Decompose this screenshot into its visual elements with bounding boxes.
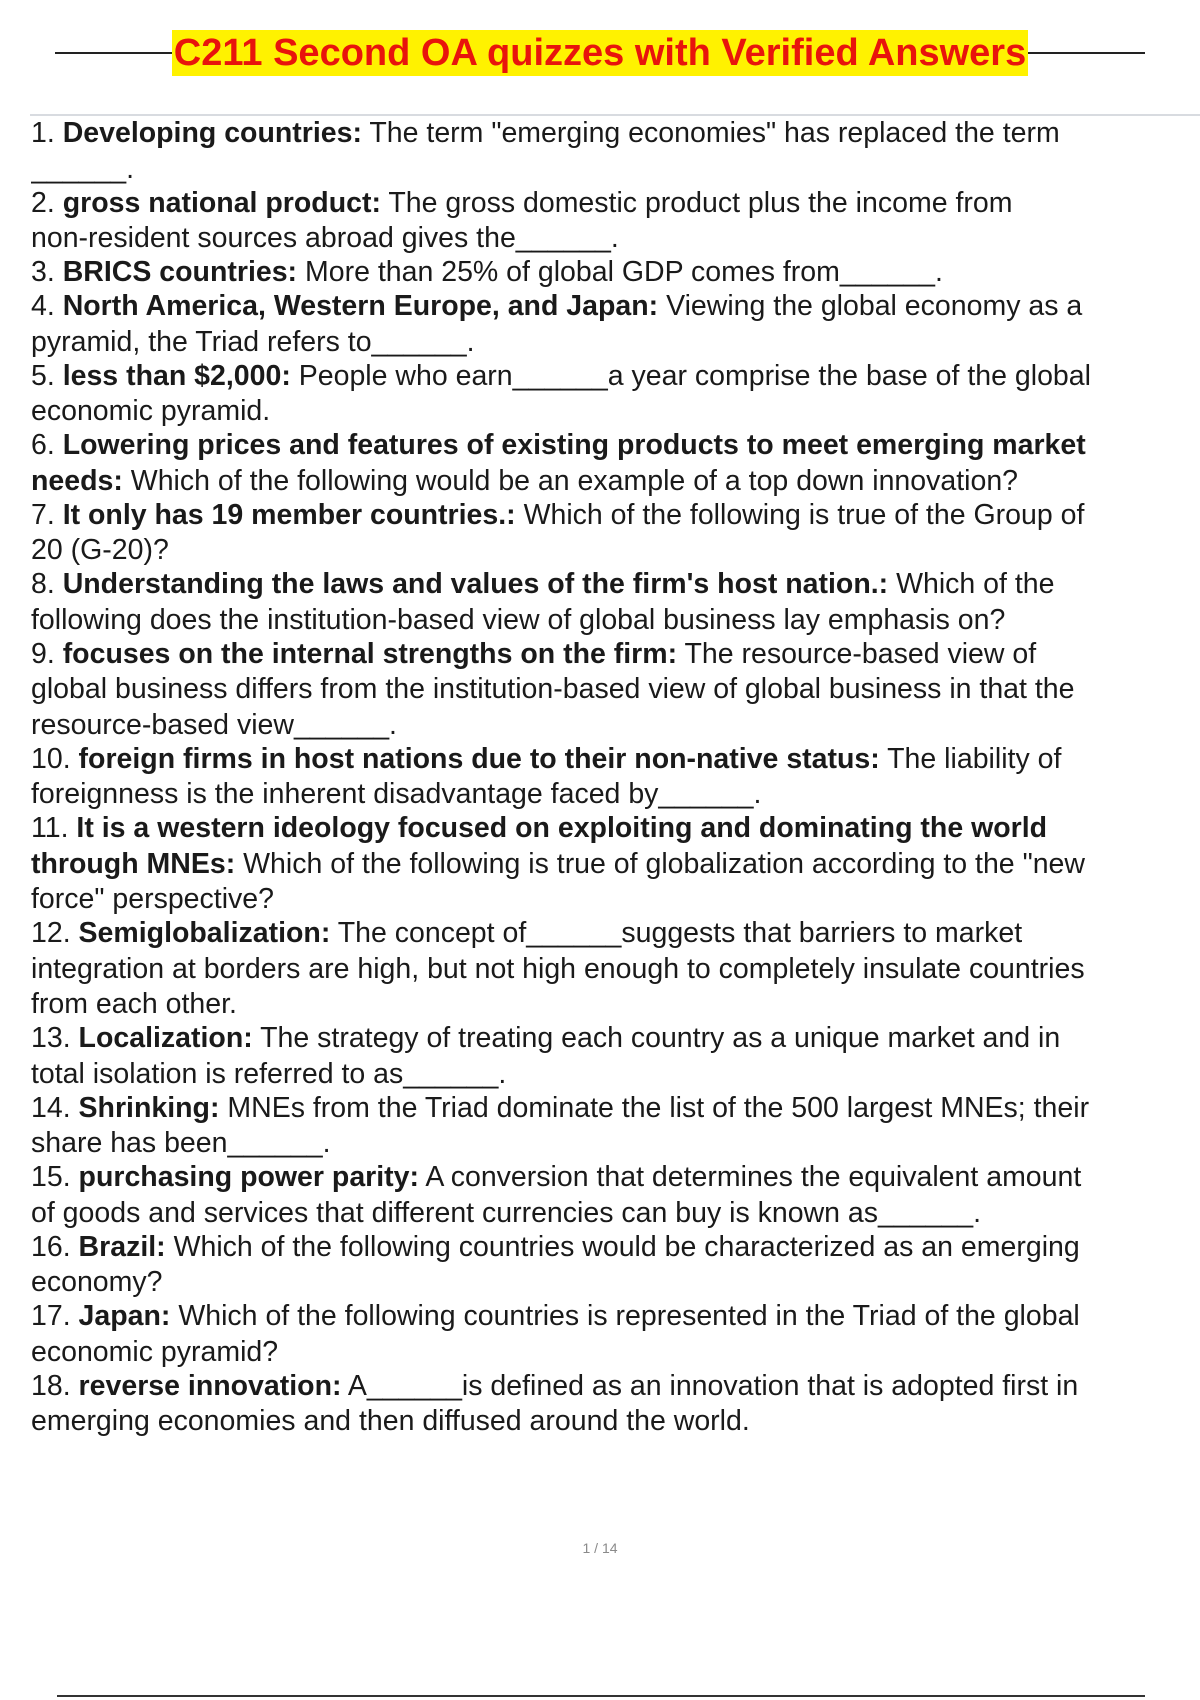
qa-line: [31, 152, 1200, 188]
answer-text: focuses on the internal strengths on the firm:: [62, 637, 678, 670]
qa-line: [31, 221, 1200, 257]
question-text: 6.: [31, 429, 63, 461]
qa-line: [31, 777, 1200, 813]
qa-line: [31, 637, 1200, 673]
question-text: 13.: [31, 1022, 79, 1054]
qa-item: [31, 1230, 1200, 1301]
question-text: resource-based view______.: [31, 708, 397, 741]
question-text: force" perspective?: [31, 883, 274, 915]
title-row: [55, 30, 1145, 76]
question-text: total isolation is referred to as______.: [31, 1057, 507, 1090]
qa-line: [31, 567, 1200, 603]
qa-item: [31, 916, 1200, 1023]
qa-line: [31, 1369, 1200, 1405]
question-text: 18.: [31, 1369, 79, 1402]
qa-line: [31, 811, 1200, 847]
answer-text: Localization:: [78, 1022, 253, 1054]
qa-line: [31, 672, 1200, 708]
question-text: A______is defined as an innovation that is adopted first in: [341, 1369, 1079, 1402]
answer-text: North America, Western Europe, and Japan:: [62, 290, 659, 322]
qa-item: [31, 637, 1200, 744]
question-text: Which of the following countries would be characterized as an emerging: [165, 1230, 1080, 1263]
qa-item: [31, 1160, 1200, 1231]
question-text: Which of the following is true of the Group of: [515, 498, 1085, 531]
question-text: 10.: [31, 742, 79, 775]
qa-line: [31, 1091, 1200, 1127]
question-text: The gross domestic product plus the income from: [380, 186, 1013, 219]
question-text: 8.: [31, 568, 63, 600]
question-text: of goods and services that different currencies can buy is known as______.: [31, 1196, 982, 1229]
question-text: pyramid, the Triad refers to______.: [31, 325, 475, 358]
qa-item: [31, 359, 1200, 430]
question-text: A conversion that determines the equivalent amount: [419, 1161, 1082, 1193]
question-text: The resource-based view of: [677, 637, 1037, 670]
question-text: 2.: [31, 186, 63, 219]
qa-line: [31, 916, 1200, 952]
question-text: economy?: [31, 1266, 163, 1298]
qa-line: [31, 359, 1200, 395]
question-text: share has been______.: [31, 1127, 331, 1159]
answer-text: gross national product:: [62, 186, 381, 219]
qa-line: [31, 847, 1200, 883]
qa-line: [31, 1230, 1200, 1266]
question-text: 3.: [31, 256, 63, 288]
question-text: The strategy of treating each country as a unique market and in: [252, 1022, 1061, 1054]
answer-text: BRICS countries:: [62, 256, 298, 288]
answer-text: Shrinking:: [78, 1091, 220, 1124]
question-text: economic pyramid?: [31, 1335, 279, 1368]
question-text: integration at borders are high, but not high enough to completely insulate countries: [31, 952, 1085, 985]
qa-line: [31, 1021, 1200, 1057]
qa-line: [31, 603, 1200, 639]
question-text: non-resident sources abroad gives the______.: [31, 222, 619, 254]
qa-line: [31, 1160, 1200, 1196]
qa-line: [31, 325, 1200, 361]
answer-text: Semiglobalization:: [78, 917, 331, 949]
question-text: 20 (G-20)?: [31, 534, 169, 566]
qa-item: [31, 1091, 1200, 1162]
qa-line: [31, 1404, 1200, 1440]
answer-text: less than $2,000:: [62, 359, 291, 392]
question-text: 15.: [31, 1161, 79, 1193]
answer-text: Japan:: [78, 1300, 171, 1332]
question-text: 14.: [31, 1091, 79, 1124]
question-text: The liability of: [879, 742, 1062, 775]
question-text: The term "emerging economies" has replaced the term: [361, 117, 1060, 149]
qa-item: [31, 428, 1200, 499]
question-text: from each other.: [31, 988, 237, 1020]
question-text: emerging economies and then diffused around the world.: [31, 1405, 750, 1437]
question-text: More than 25% of global GDP comes from______.: [297, 256, 943, 288]
question-text: Which of the following countries is represented in the Triad of the global: [170, 1300, 1080, 1332]
answer-text: through MNEs:: [31, 847, 236, 880]
bottom-rule: [57, 1695, 1145, 1697]
qa-line: [31, 987, 1200, 1023]
question-text: 7.: [31, 498, 63, 531]
qa-line: [31, 1057, 1200, 1093]
qa-item: [31, 1021, 1200, 1092]
answer-text: Lowering prices and features of existing products to meet emerging market: [62, 429, 1086, 461]
qa-line: [31, 394, 1200, 430]
answer-text: purchasing power parity:: [78, 1161, 420, 1193]
question-text: The concept of______suggests that barriers to market: [330, 917, 1023, 949]
question-text: 12.: [31, 917, 79, 949]
qa-line: [31, 255, 1200, 291]
qa-line: [31, 498, 1200, 534]
qa-line: [31, 186, 1200, 222]
answer-text: reverse innovation:: [78, 1369, 342, 1402]
qa-line: [31, 708, 1200, 744]
qa-item: [31, 1369, 1200, 1440]
question-text: foreignness is the inherent disadvantage faced by______.: [31, 778, 762, 810]
question-text: economic pyramid.: [31, 395, 271, 427]
answer-text: Understanding the laws and values of the firm's host nation.:: [62, 568, 889, 600]
page-indicator: 1 / 14: [582, 1540, 618, 1556]
question-text: Viewing the global economy as a: [658, 290, 1083, 322]
answer-text: Developing countries:: [62, 117, 362, 149]
qa-item: [31, 116, 1200, 187]
question-text: global business differs from the institution-based view of global business in that the: [31, 673, 1075, 705]
question-text: 16.: [31, 1230, 79, 1263]
qa-line: [31, 742, 1200, 778]
qa-line: [31, 1335, 1200, 1371]
question-text: 5.: [31, 359, 63, 392]
title-rule-right: [1028, 52, 1145, 54]
qa-item: [31, 186, 1200, 257]
question-text: Which of the following is true of globalization according to the "new: [235, 847, 1085, 880]
question-text: following does the institution-based view of global business lay emphasis on?: [31, 603, 1006, 636]
qa-item: [31, 811, 1200, 918]
qa-item: [31, 498, 1200, 569]
question-text: 9.: [31, 637, 63, 670]
answer-text: Brazil:: [78, 1230, 166, 1263]
qa-line: [31, 289, 1200, 325]
qa-line: [31, 1265, 1200, 1301]
qa-line: [31, 1126, 1200, 1162]
qa-item: [31, 255, 1200, 291]
qa-item: [31, 567, 1200, 638]
title-rule-left: [55, 52, 172, 54]
qa-list: [31, 116, 1200, 1440]
qa-line: [31, 428, 1200, 464]
qa-line: [31, 882, 1200, 918]
question-text: People who earn______a year comprise the base of the global: [290, 359, 1091, 392]
answer-text: needs:: [31, 464, 123, 497]
question-text: ______.: [31, 152, 135, 185]
page-title: C211 Second OA quizzes with Verified Answers: [173, 32, 1027, 74]
question-text: 4.: [31, 290, 63, 322]
question-text: Which of the: [888, 568, 1055, 600]
qa-line: [31, 1299, 1200, 1335]
question-text: Which of the following would be an example of a top down innovation?: [122, 464, 1019, 497]
qa-line: [31, 116, 1200, 152]
qa-line: [31, 464, 1200, 500]
question-text: 11.: [31, 812, 77, 844]
question-text: MNEs from the Triad dominate the list of the 500 largest MNEs; their: [219, 1091, 1090, 1124]
qa-item: [31, 742, 1200, 813]
answer-text: It is a western ideology focused on exploiting and dominating the world: [76, 812, 1048, 844]
qa-line: [31, 1196, 1200, 1232]
qa-line: [31, 952, 1200, 988]
answer-text: It only has 19 member countries.:: [62, 498, 516, 531]
answer-text: foreign firms in host nations due to their non-native status:: [78, 742, 880, 775]
qa-line: [31, 533, 1200, 569]
question-text: 17.: [31, 1300, 79, 1332]
qa-item: [31, 1299, 1200, 1370]
qa-item: [31, 289, 1200, 360]
question-text: 1.: [31, 117, 63, 149]
